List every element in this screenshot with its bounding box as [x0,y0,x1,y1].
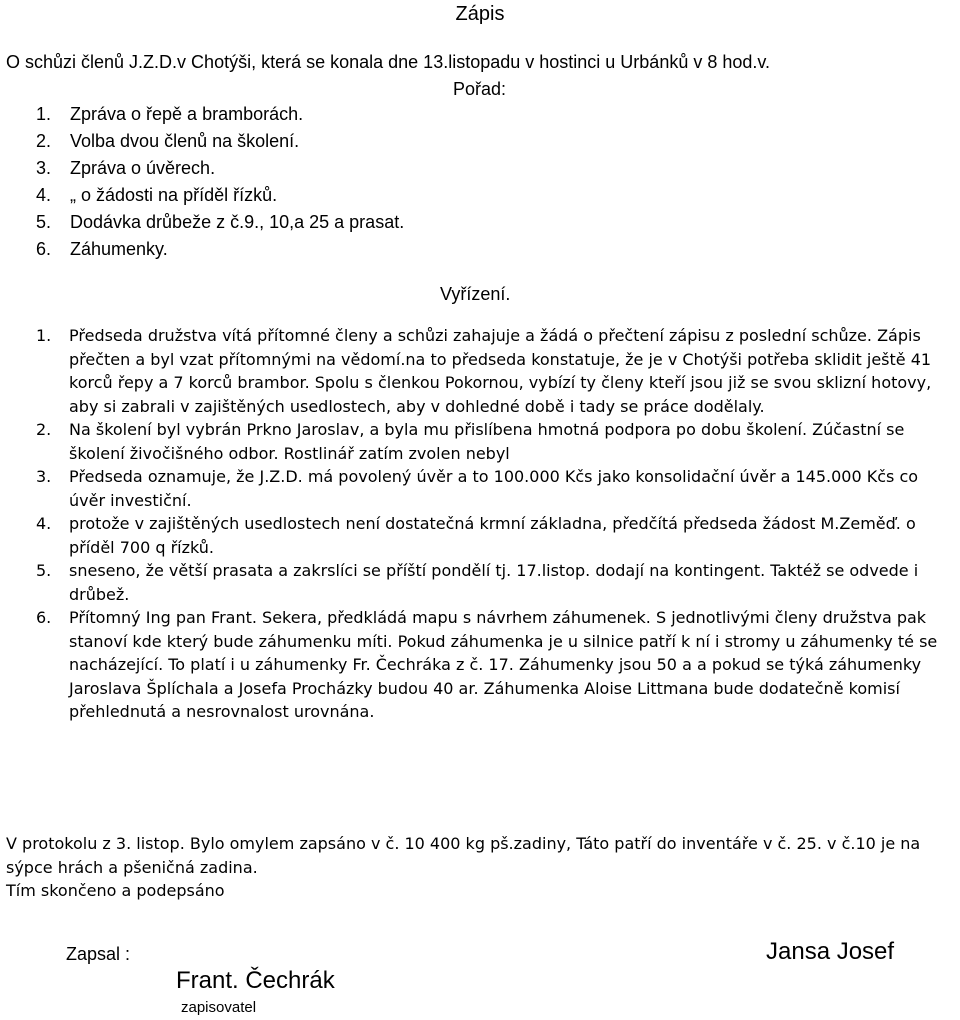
agenda-item-number: 1. [36,104,52,124]
resolution-item-text: Předseda družstva vítá přítomné členy a schůzi zahajuje a žádá o přečtení zápisu z poslední schůze. Zápis přečten a byl vzat přítomnými na vědomí.na to předseda konstatuje, že je v Chotýši potřeba sklidit ještě 41 korců řepy a 7 korců brambor. Spolu s členkou Pokornou, vybízí ty členy kteří jsou již se svou sklizní hotovy, aby si zabrali v zajištěných usedlostech, aby v dohledné době i tady se práce dodělaly. [69,326,932,416]
agenda-item-text: Volba dvou členů na školení. [70,131,300,151]
recorder-signature-name: Frant. Čechrák [176,967,335,994]
agenda-item-text: Zpráva o řepě a bramborách. [70,104,304,124]
resolution-item [0,324,960,418]
agenda-heading: Pořad: [453,79,507,99]
resolution-item-text: protože v zajištěných usedlostech není dostatečná krmní základna, předčítá předseda žádost M.Zeměď. o příděl 700 q řízků. [69,514,916,557]
resolution-item-number: 4. [36,514,52,533]
resolution-item [0,559,960,606]
intro-paragraph: O schůzi členů J.Z.D.v Chotýši, která se konala dne 13.listopadu v hostinci u Urbánků v 8 hod.v. [6,52,771,72]
agenda-item-number: 2. [36,131,52,151]
protocol-correction-note: V protokolu z 3. listop. Bylo omylem zapsáno v č. 10 400 kg pš.zadiny, Táto patří do inventáře v č. 25. v č.10 je na sýpce hrách a pšeničná zadina. [6,834,921,877]
resolution-item [0,465,960,512]
resolution-item-text: Na školení byl vybrán Prkno Jaroslav, a byla mu přislíbena hmotná podpora po dobu školení. Zúčastní se školení živočišného odbor. Rostlinář zatím zvolen nebyl [69,420,905,463]
agenda-item-number: 4. [36,185,52,205]
resolution-item-number: 2. [36,420,52,439]
resolution-item-number: 6. [36,608,52,627]
agenda-item-text: „ o žádosti na příděl řízků. [70,185,278,205]
resolution-item-number: 3. [36,467,52,486]
recorder-role-label: zapisovatel [181,999,257,1016]
recorded-by-label: Zapsal : [66,944,131,964]
resolution-item [0,512,960,559]
agenda-item-text: Dodávka drůbeže z č.9., 10,a 25 a prasat. [70,212,405,232]
agenda-item-number: 5. [36,212,52,232]
resolution-heading: Vyřízení. [440,284,511,304]
resolution-item [0,418,960,465]
resolution-item-number: 5. [36,561,52,580]
resolution-item-text: Předseda oznamuje, že J.Z.D. má povolený úvěr a to 100.000 Kčs jako konsolidační úvěr a 145.000 Kčs co úvěr investiční. [69,467,919,510]
agenda-item-number: 3. [36,158,52,178]
closing-paragraphs [6,832,956,903]
document-title: Zápis [455,3,505,25]
resolution-item-text: sneseno, že větší prasata a zakrslíci se příští pondělí tj. 17.listop. dodají na kontingent. Taktéž se odvede i drůbež. [69,561,919,604]
resolution-item [0,606,960,724]
resolution-item-text: Přítomný Ing pan Frant. Sekera, předkládá mapu s návrhem záhumenek. S jednotlivými členy družstva pak stanoví kde který bude záhumenku míti. Pokud záhumenka je u silnice patří k ní i stromy u záhumenky té se nacházející. To platí i u záhumenky Fr. Čechráka z č. 17. Záhumenky jsou 50 a a pokud se týká záhumenky Jaroslava Šplíchala a Josefa Procházky budou 40 ar. Záhumenka Aloise Littmana bude dodatečně komisí přehlednutá a nesrovnalost urovnána. [69,608,938,721]
resolution-item-number: 1. [36,326,52,345]
closing-statement: Tím skončeno a podepsáno [6,881,225,900]
agenda-item-text: Záhumenky. [70,239,168,259]
agenda-item-text: Zpráva o úvěrech. [70,158,216,178]
agenda-item-number: 6. [36,239,52,259]
resolution-list [0,324,960,724]
chairman-signature-name: Jansa Josef [766,938,895,965]
